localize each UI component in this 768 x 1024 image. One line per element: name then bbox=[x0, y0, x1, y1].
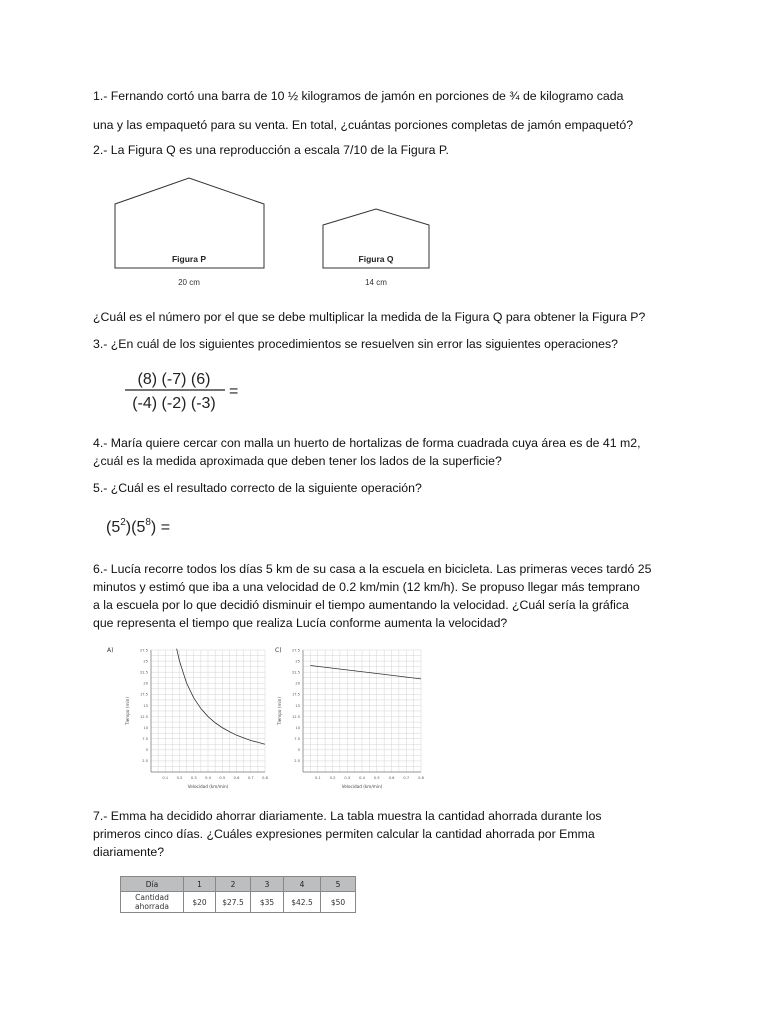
x-tick-label: 0.2 bbox=[329, 776, 336, 780]
question-6-line-4: que representa el tiempo que realiza Lucía conforme aumenta la velocidad? bbox=[93, 616, 508, 630]
table-cell: $50 bbox=[321, 892, 356, 913]
x-axis-label: Velocidad (km/min) bbox=[341, 784, 383, 789]
table-day: 5 bbox=[321, 877, 356, 892]
question-4-line-2: ¿cuál es la medida aproximada que deben tener los lados de la superficie? bbox=[93, 454, 502, 468]
fraction-expression bbox=[117, 362, 252, 420]
x-tick-label: 0.1 bbox=[162, 776, 169, 780]
scale-figures-drawing bbox=[111, 168, 441, 293]
y-tick-label: 22.5 bbox=[139, 670, 148, 675]
question-6-line-1: 6.- Lucía recorre todos los días 5 km de su casa a la escuela en bicicleta. Las primeras veces tardó 25 bbox=[93, 562, 652, 576]
table-day: 1 bbox=[184, 877, 216, 892]
y-tick-label: 12.5 bbox=[291, 714, 300, 719]
table-day: 3 bbox=[251, 877, 284, 892]
x-tick-label: 0.4 bbox=[359, 776, 365, 780]
x-tick-label: 0.7 bbox=[247, 776, 254, 780]
y-tick-label: 15 bbox=[295, 703, 300, 708]
y-tick-label: 17.5 bbox=[291, 692, 300, 697]
y-axis-label: Tiempo (min) bbox=[277, 697, 282, 725]
x-tick-label: 0.2 bbox=[176, 776, 183, 780]
chart-a-svg bbox=[105, 645, 270, 795]
savings-table-grid bbox=[120, 876, 356, 913]
figure-p-label: Figura P bbox=[171, 254, 207, 264]
power-expression bbox=[104, 510, 214, 544]
question-1-line-1: 1.- Fernando cortó una barra de 10 ½ kilogramos de jamón en porciones de ¾ de kilogramo cada bbox=[93, 89, 624, 103]
question-6-line-3: a la escuela por lo que decidió disminuir el tiempo aumentando la velocidad. ¿Cuál sería la gráfica bbox=[93, 598, 629, 612]
question-7-line-3: diariamente? bbox=[93, 845, 165, 859]
question-3: 3.- ¿En cuál de los siguientes procedimientos se resuelven sin error las siguientes operaciones? bbox=[93, 337, 618, 351]
fraction-equals: = bbox=[229, 383, 239, 400]
y-tick-label: 2.5 bbox=[294, 759, 300, 764]
y-tick-label: 25 bbox=[295, 659, 300, 664]
table-cell: $42.5 bbox=[284, 892, 321, 913]
figure-q-label: Figura Q bbox=[358, 254, 394, 264]
x-tick-label: 0.1 bbox=[314, 776, 321, 780]
x-tick-label: 0.6 bbox=[233, 776, 240, 780]
question-4-line-1: 4.- María quiere cercar con malla un huerto de hortalizas de forma cuadrada cuya área es de 41 m2, bbox=[93, 436, 641, 450]
question-7-line-1: 7.- Emma ha decidido ahorrar diariamente. La tabla muestra la cantidad ahorrada durante los bbox=[93, 809, 602, 823]
table-header-row bbox=[121, 877, 356, 892]
table-cell: $20 bbox=[184, 892, 216, 913]
chart-a bbox=[105, 645, 270, 795]
series-line bbox=[177, 649, 265, 745]
table-cell: $35 bbox=[251, 892, 284, 913]
question-1-line-2: una y las empaquetó para su venta. En total, ¿cuántas porciones completas de jamón empaquetó? bbox=[93, 118, 634, 132]
x-tick-label: 0.4 bbox=[205, 776, 211, 780]
x-tick-label: 0.6 bbox=[388, 776, 395, 780]
x-tick-label: 0.7 bbox=[403, 776, 410, 780]
y-tick-label: 25 bbox=[143, 659, 148, 664]
x-tick-label: 0.8 bbox=[262, 776, 268, 780]
fraction-numerator: (8) (-7) (6) bbox=[137, 371, 211, 388]
scale-figures bbox=[111, 168, 441, 293]
chart-c-svg bbox=[273, 645, 428, 795]
y-tick-label: 5 bbox=[297, 748, 300, 753]
table-day: 4 bbox=[284, 877, 321, 892]
x-tick-label: 0.8 bbox=[418, 776, 424, 780]
table-row bbox=[121, 892, 356, 913]
x-tick-label: 0.3 bbox=[344, 776, 351, 780]
question-2: 2.- La Figura Q es una reproducción a escala 7/10 de la Figura P. bbox=[93, 143, 449, 157]
power-expression-text: $(5^2)(5^8)$ = bbox=[106, 517, 171, 536]
table-header-label: Día bbox=[121, 877, 184, 892]
x-tick-label: 0.3 bbox=[190, 776, 197, 780]
figure-p-width: 20 cm bbox=[178, 278, 200, 287]
fraction-denominator: (-4) (-2) (-3) bbox=[132, 395, 216, 412]
y-tick-label: 2.5 bbox=[142, 759, 148, 764]
chart-panel-label: A) bbox=[107, 647, 114, 654]
y-tick-label: 7.5 bbox=[294, 737, 300, 742]
x-axis-label: Velocidad (km/min) bbox=[187, 784, 229, 789]
question-5: 5.- ¿Cuál es el resultado correcto de la siguiente operación? bbox=[93, 481, 422, 495]
x-tick-label: 0.5 bbox=[219, 776, 226, 780]
y-tick-label: 10 bbox=[143, 725, 148, 730]
figure-q-width: 14 cm bbox=[365, 278, 387, 287]
chart-panel-label: C) bbox=[275, 647, 282, 654]
y-tick-label: 12.5 bbox=[139, 714, 148, 719]
y-tick-label: 27.5 bbox=[291, 648, 300, 653]
table-day: 2 bbox=[216, 877, 251, 892]
x-tick-label: 0.5 bbox=[373, 776, 380, 780]
y-tick-label: 27.5 bbox=[139, 648, 148, 653]
y-tick-label: 20 bbox=[143, 681, 148, 686]
y-tick-label: 5 bbox=[145, 748, 148, 753]
savings-table bbox=[120, 876, 356, 913]
question-2-followup: ¿Cuál es el número por el que se debe multiplicar la medida de la Figura Q para obtener la Figura P? bbox=[93, 310, 646, 324]
y-tick-label: 22.5 bbox=[291, 670, 300, 675]
question-6-line-2: minutos y estimó que iba a una velocidad de 0.2 km/min (12 km/h). Se propuso llegar más temprano bbox=[93, 580, 640, 594]
question-7-line-2: primeros cinco días. ¿Cuáles expresiones permiten calcular la cantidad ahorrada por Emma bbox=[93, 827, 595, 841]
fraction-drawing bbox=[117, 362, 252, 420]
y-tick-label: 20 bbox=[295, 681, 300, 686]
chart-c bbox=[273, 645, 428, 795]
y-tick-label: 7.5 bbox=[142, 737, 148, 742]
table-cell: $27.5 bbox=[216, 892, 251, 913]
y-axis-label: Tiempo (min) bbox=[125, 697, 130, 725]
y-tick-label: 15 bbox=[143, 703, 148, 708]
y-tick-label: 10 bbox=[295, 725, 300, 730]
table-row-label: Cantidad ahorrada bbox=[121, 892, 184, 913]
y-tick-label: 17.5 bbox=[139, 692, 148, 697]
power-drawing bbox=[104, 510, 214, 544]
